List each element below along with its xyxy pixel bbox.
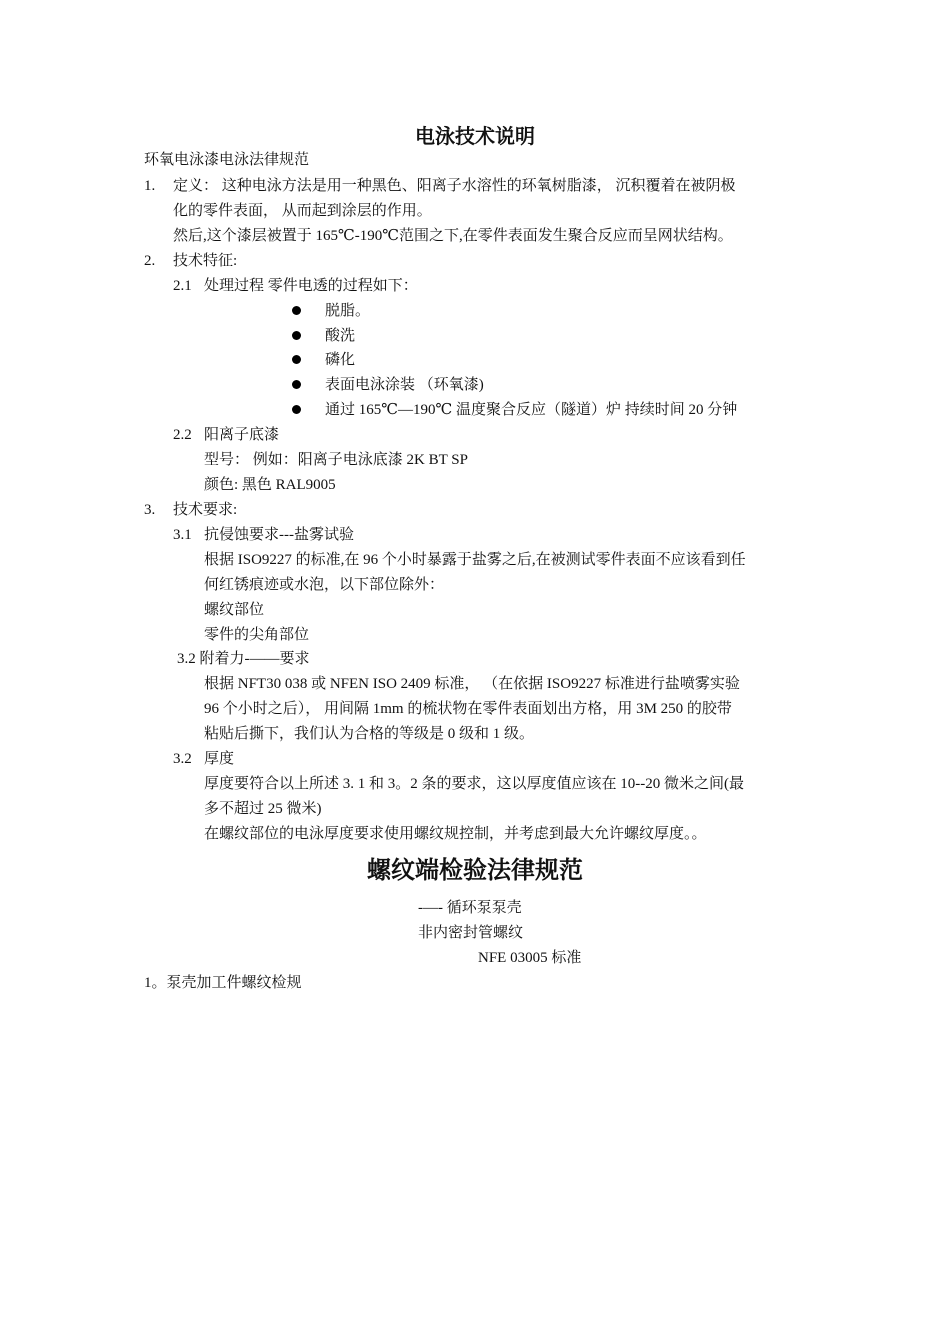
bullet-icon (292, 306, 301, 315)
section-3-3-number: 3.2 (173, 751, 192, 767)
section-3-1-number: 3.1 (173, 527, 192, 543)
section-2-1-number: 2.1 (173, 278, 192, 294)
primer-color: 颜色: 黑色 RAL9005 (204, 477, 336, 493)
section-2-1-heading: 处理过程 零件电透的过程如下： (204, 278, 418, 294)
bullet-icon (292, 380, 301, 389)
section-3-2-line-1: 根据 NFT30 038 或 NFEN ISO 2409 标准， （在依据 ISO9227 标准进行盐喷雾实验 (204, 676, 740, 692)
section-1-line-1: 定义： 这种电泳方法是用一种黑色、阳离子水溶性的环氧树脂漆， 沉积覆着在被阴极 (173, 178, 736, 194)
section-3-1-line-1: 根据 ISO9227 的标准,在 96 个小时暴露于盐雾之后,在被测试零件表面不应该看到任 (204, 552, 746, 568)
section-3-heading: 技术要求: (173, 502, 238, 518)
section-2-heading: 技术特征: (173, 253, 238, 269)
section-3-3-line-1: 厚度要符合以上所述 3. 1 和 3。2 条的要求，这以厚度值应该在 10--20 微米之间(最 (204, 776, 744, 792)
section-2-number: 2. (144, 253, 156, 269)
thread-inspection-title: 螺纹端检验法律规范 (367, 858, 583, 884)
thread-type-label: 非内密封管螺纹 (418, 925, 524, 941)
section-2-2-number: 2.2 (173, 427, 192, 443)
section-3-2-heading: 3.2 附着力-——要求 (177, 651, 310, 667)
item-1-heading: 1。泵壳加工件螺纹检规 (144, 975, 302, 991)
section-3-2-line-2: 96 个小时之后）， 用间隔 1mm 的梳状物在零件表面划出方格，用 3M 250 的胶带 (204, 701, 732, 717)
section-2-2-heading: 阳离子底漆 (204, 427, 280, 443)
section-3-number: 3. (144, 502, 156, 518)
section-1-line-3: 然后,这个漆层被置于 165℃-190℃范围之下,在零件表面发生聚合反应而呈网状结构。 (173, 228, 733, 244)
section-1-line-2: 化的零件表面， 从而起到涂层的作用。 (173, 203, 432, 219)
document-title: 电泳技术说明 (415, 126, 535, 148)
section-3-2-line-3: 粘贴后撕下，我们认为合格的等级是 0 级和 1 级。 (204, 726, 535, 742)
process-step: 脱脂。 (325, 303, 371, 319)
process-step: 磷化 (325, 352, 356, 368)
bullet-icon (292, 405, 301, 414)
process-step: 通过 165℃—190℃ 温度聚合反应（隧道）炉 持续时间 20 分钟 (325, 402, 738, 418)
primer-model: 型号： 例如：阳离子电泳底漆 2K BT SP (204, 452, 468, 468)
standard-label: NFE 03005 标准 (478, 950, 582, 966)
pump-housing-label: -—- 循环泵泵壳 (418, 900, 522, 916)
process-step: 酸洗 (325, 328, 356, 344)
section-3-1-heading: 抗侵蚀要求---盐雾试验 (204, 527, 354, 543)
exception-item: 零件的尖角部位 (204, 627, 310, 643)
process-step: 表面电泳涂装 （环氧漆) (325, 377, 484, 393)
section-1-number: 1. (144, 178, 156, 194)
exception-item: 螺纹部位 (204, 602, 265, 618)
section-3-1-line-2: 何红锈痕迹或水泡，以下部位除外： (204, 577, 445, 593)
section-3-3-line-2: 多不超过 25 微米) (204, 801, 322, 817)
document-subtitle: 环氧电泳漆电泳法律规范 (144, 152, 310, 168)
bullet-icon (292, 355, 301, 364)
section-3-3-heading: 厚度 (204, 751, 235, 767)
section-3-3-line-3: 在螺纹部位的电泳厚度要求使用螺纹规控制，并考虑到最大允许螺纹厚度。。 (204, 826, 707, 842)
bullet-icon (292, 331, 301, 340)
